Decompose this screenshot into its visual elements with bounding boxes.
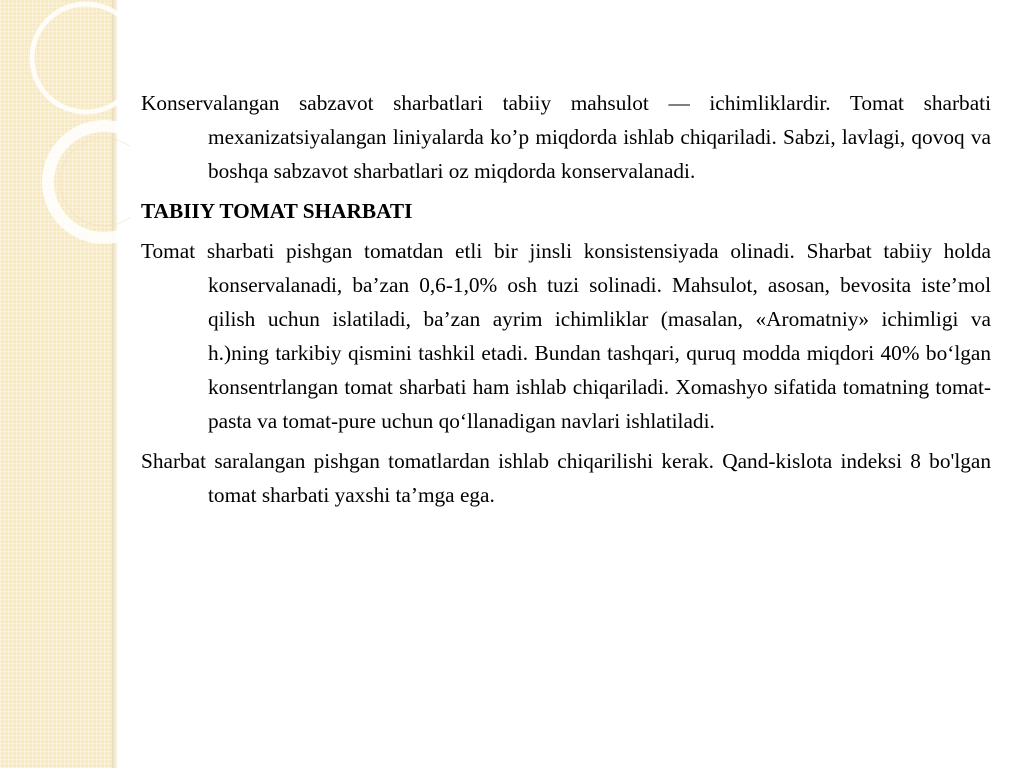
section-heading: TABIIY TOMAT SHARBATI [141,199,413,223]
paragraph-quality: Sharbat saralangan pishgan tomatlardan ishlab chiqarilishi kerak. Qand-kislota indeksi 8 bo'lgan tomat sharbati yaxshi ta’mga ega. [141,449,991,507]
paragraph-intro: Konservalangan sabzavot sharbatlari tabiiy mahsulot — ichimliklardir. Tomat sharbati mexanizatsiyalangan liniyalarda ko’p miqdorda ishlab chiqariladi. Sabzi, lavlagi, qovoq va boshqa sabzavot sharbatlari oz miqdorda konservalanadi. [141,91,991,183]
decorative-ring-inner [60,138,130,226]
decorative-ring-large [32,4,130,112]
slide-content [141,86,991,518]
paragraph-tomato-juice: Tomat sharbati pishgan tomatdan etli bir jinsli konsistensiyada olinadi. Sharbat tabiiy holda konservalanadi, ba’zan 0,6-1,0% osh tuzi solinadi. Mahsulot, asosan, bevosita iste’mol qilish uchun islatiladi, ba’zan ayrim ichimliklar (masalan, «Aromatniy» ichimligi va h.)ning tarkibiy qismini tashkil etadi. Bundan tashqari, quruq modda miqdori 40% bo‘lgan konsentrlangan tomat sharbati ham ishlab chiqariladi. Xomashyo sifatida tomatning tomat-pasta va tomat-pure uchun qo‘llanadigan navlari ishlatiladi. [141,239,991,433]
decorative-rings [0,0,130,300]
